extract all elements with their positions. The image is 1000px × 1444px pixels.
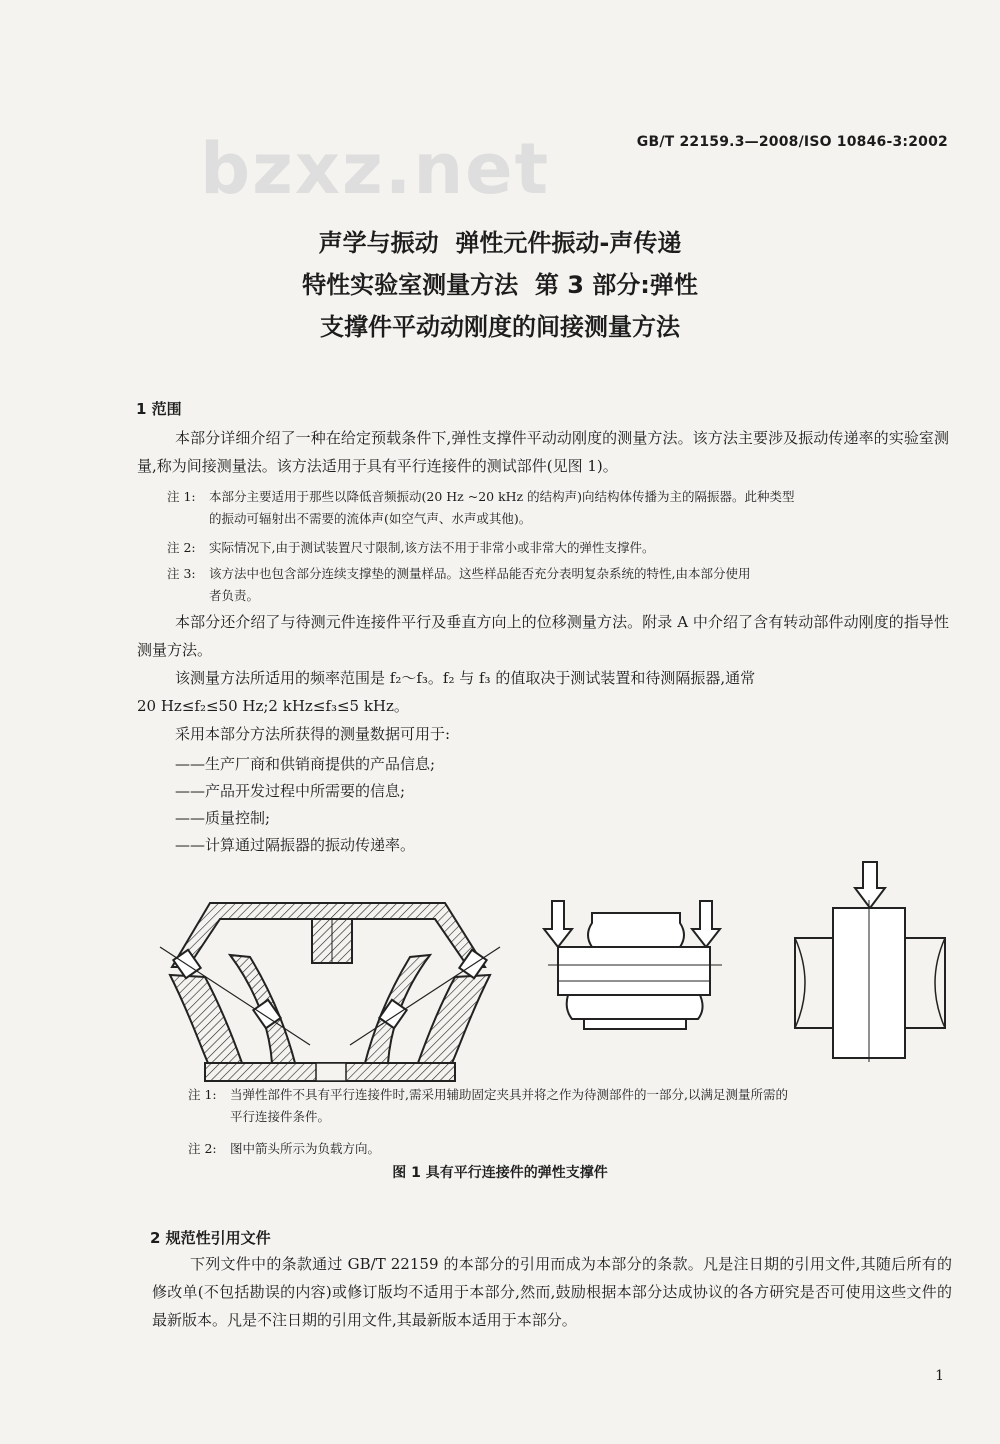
figure-note-2-label: 注 2: — [188, 1141, 217, 1156]
section-1-paragraph-2: 本部分还介绍了与待测元件连接件平行及垂直方向上的位移测量方法。附录 A 中介绍了含有转动部件动刚度的指导性测量方法。 — [137, 613, 949, 659]
note-2-label: 注 2: — [167, 540, 196, 555]
note-3 — [167, 563, 952, 607]
section-1-paragraph-1: 本部分详细介绍了一种在给定预载条件下,弹性支撑件平动动刚度的测量方法。该方法主要涉及振动传递率的实验室测量,称为间接测量法。该方法适用于具有平行连接件的测试部件(见图 1)。 — [137, 429, 949, 475]
figure-note-1 — [188, 1084, 958, 1128]
list-item: ——计算通过隔振器的振动传递率。 — [175, 836, 416, 854]
figure-note-2 — [188, 1138, 958, 1160]
list-item: ——产品开发过程中所需要的信息; — [175, 782, 406, 800]
note-3-text-cont: 者负责。 — [209, 588, 260, 603]
page-number: 1 — [935, 1368, 944, 1384]
list-item: ——生产厂商和供销商提供的产品信息; — [175, 755, 436, 773]
paragraph-3-line-2: 20 Hz≤f₂≤50 Hz;2 kHz≤f₃≤5 kHz。 — [137, 697, 409, 715]
title-line-1: 声学与振动 弹性元件振动-声传递 — [318, 229, 682, 257]
figure-1-mount-drawing — [150, 895, 510, 1090]
standard-number: GB/T 22159.3—2008/ISO 10846-3:2002 — [636, 134, 948, 150]
note-1-label: 注 1: — [167, 489, 196, 504]
paragraph-3-line-1: 该测量方法所适用的频率范围是 f₂～f₃。f₂ 与 f₃ 的值取决于测试装置和待测隔振器,通常 — [175, 669, 756, 687]
note-3-text: 该方法中也包含部分连续支撑垫的测量样品。这些样品能否充分表明复杂系统的特性,由本部分使用 — [209, 566, 751, 581]
note-1 — [167, 486, 952, 530]
load-arrow-right-icon — [692, 901, 720, 947]
note-1-text: 本部分主要适用于那些以降低音频振动(20 Hz ~20 kHz 的结构声)向结构体传播为主的隔振器。此种类型 — [209, 489, 795, 504]
note-2 — [167, 537, 952, 559]
figure-note-2-text: 图中箭头所示为负载方向。 — [230, 1141, 381, 1156]
section-1-paragraph-3 — [137, 664, 949, 720]
load-arrow-down-icon — [855, 862, 885, 908]
figure-1-cylinder-drawing — [540, 895, 730, 1060]
figure-note-1-label: 注 1: — [188, 1087, 217, 1102]
title-line-2: 特性实验室测量方法 第 3 部分:弹性 — [302, 271, 698, 299]
section-1-paragraph-4: 采用本部分方法所获得的测量数据可用于: — [175, 725, 451, 743]
load-arrow-left-icon — [544, 901, 572, 947]
section-2-paragraph-1: 下列文件中的条款通过 GB/T 22159 的本部分的引用而成为本部分的条款。凡是注日期的引用文件,其随后所有的修改单(不包括勘误的内容)或修订版均不适用于本部分,然而,鼓励根据本部分达成协议的各方研究是否可使用这些文件的最新版本。凡是不注日期的引用文件,其最新版本适用于本部分。 — [152, 1255, 952, 1329]
note-3-label: 注 3: — [167, 566, 196, 581]
section-1-heading: 1 范围 — [136, 400, 182, 418]
figure-1-sleeve-drawing — [785, 858, 965, 1063]
document-title — [0, 222, 1000, 348]
note-2-text: 实际情况下,由于测试装置尺寸限制,该方法不用于非常小或非常大的弹性支撑件。 — [209, 540, 655, 555]
figure-note-1-text-cont: 平行连接件条件。 — [230, 1109, 331, 1124]
figure-1-caption: 图 1 具有平行连接件的弹性支撑件 — [392, 1165, 608, 1181]
note-1-text-cont: 的振动可辐射出不需要的流体声(如空气声、水声或其他)。 — [209, 511, 532, 526]
title-line-3: 支撑件平动动刚度的间接测量方法 — [320, 313, 680, 341]
watermark: bzxz.net — [200, 128, 551, 210]
list-item: ——质量控制; — [175, 809, 271, 827]
figure-note-1-text: 当弹性部件不具有平行连接件时,需采用辅助固定夹具并将之作为待测部件的一部分,以满足测量所需的 — [230, 1087, 788, 1102]
section-2-heading: 2 规范性引用文件 — [150, 1229, 271, 1247]
